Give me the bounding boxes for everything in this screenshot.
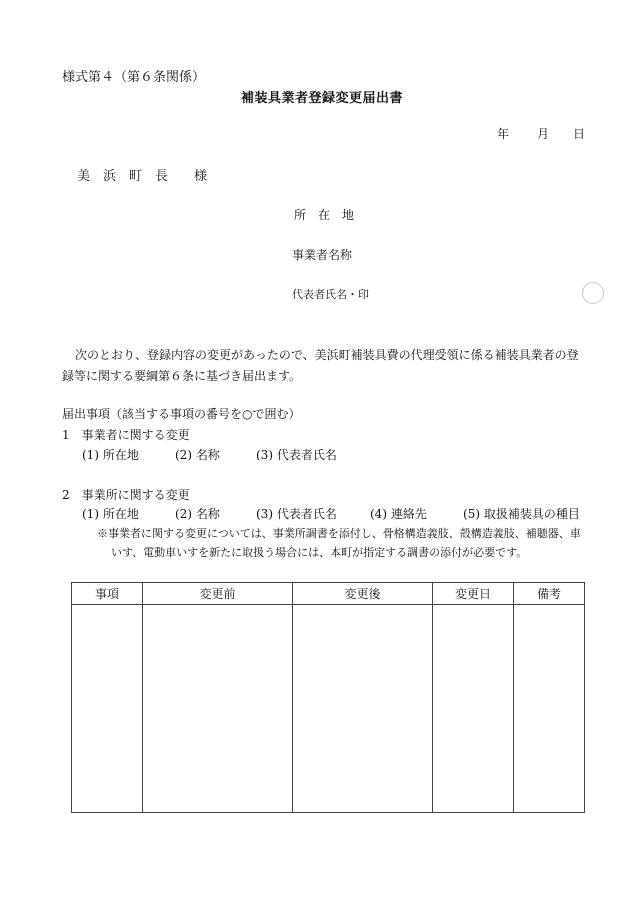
representative-label: 代表者氏名・印 [292, 288, 369, 301]
cell-change-date[interactable] [433, 605, 514, 813]
section-2-option-2: (2) 名称 [175, 507, 220, 521]
body-text-line-2: 録等に関する要綱第６条に基づき届出ます。 [62, 369, 302, 383]
date-month: 月 [537, 127, 550, 141]
business-name-label: 事業者名称 [292, 248, 353, 262]
section-2-option-5: (5) 取扱補装具の種目 [463, 507, 580, 521]
section-2-note-line-1: ※事業者に関する変更については、事業所調書を添付し、骨格構造義肢、殻構造義肢、補聴器、車 [97, 527, 581, 540]
header-change-date: 変更日 [433, 583, 514, 605]
header-before: 変更前 [143, 583, 293, 605]
section-2-option-3: (3) 代表者氏名 [256, 507, 337, 521]
seal-circle [582, 282, 604, 304]
cell-after[interactable] [293, 605, 433, 813]
form-number: 様式第４（第６条関係） [62, 70, 206, 85]
section-1-option-3: (3) 代表者氏名 [256, 448, 337, 462]
change-table [71, 582, 585, 813]
header-item: 事項 [72, 583, 143, 605]
items-heading: 届出事項（該当する事項の番号を○で囲む） [62, 407, 301, 421]
document-title: 補装具業者登録変更届出書 [241, 91, 404, 106]
section-2-option-4: (4) 連絡先 [370, 507, 427, 521]
section-2-option-1: (1) 所在地 [82, 507, 139, 521]
section-2-note-line-2: いす、電動車いすを新たに取扱う場合には、本町が指定する調書の添付が必要です。 [111, 546, 528, 559]
section-1-heading: 1 事業者に関する変更 [62, 428, 190, 442]
addressee: 美 浜 町 長 様 [77, 169, 208, 184]
address-label: 所 在 地 [294, 208, 355, 222]
body-text-line-1: 次のとおり、登録内容の変更があったので、美浜町補装具費の代理受領に係る補装具業者の登 [75, 348, 579, 362]
header-remarks: 備考 [514, 583, 585, 605]
table-header-row [72, 583, 585, 605]
section-1-option-2: (2) 名称 [175, 448, 220, 462]
cell-before[interactable] [143, 605, 293, 813]
section-1-option-1: (1) 所在地 [82, 448, 139, 462]
cell-remarks[interactable] [514, 605, 585, 813]
cell-item[interactable] [72, 605, 143, 813]
date-day: 日 [573, 127, 586, 141]
section-2-heading: 2 事業所に関する変更 [62, 488, 190, 502]
table-row [72, 605, 585, 813]
header-after: 変更後 [293, 583, 433, 605]
date-year: 年 [497, 127, 510, 141]
